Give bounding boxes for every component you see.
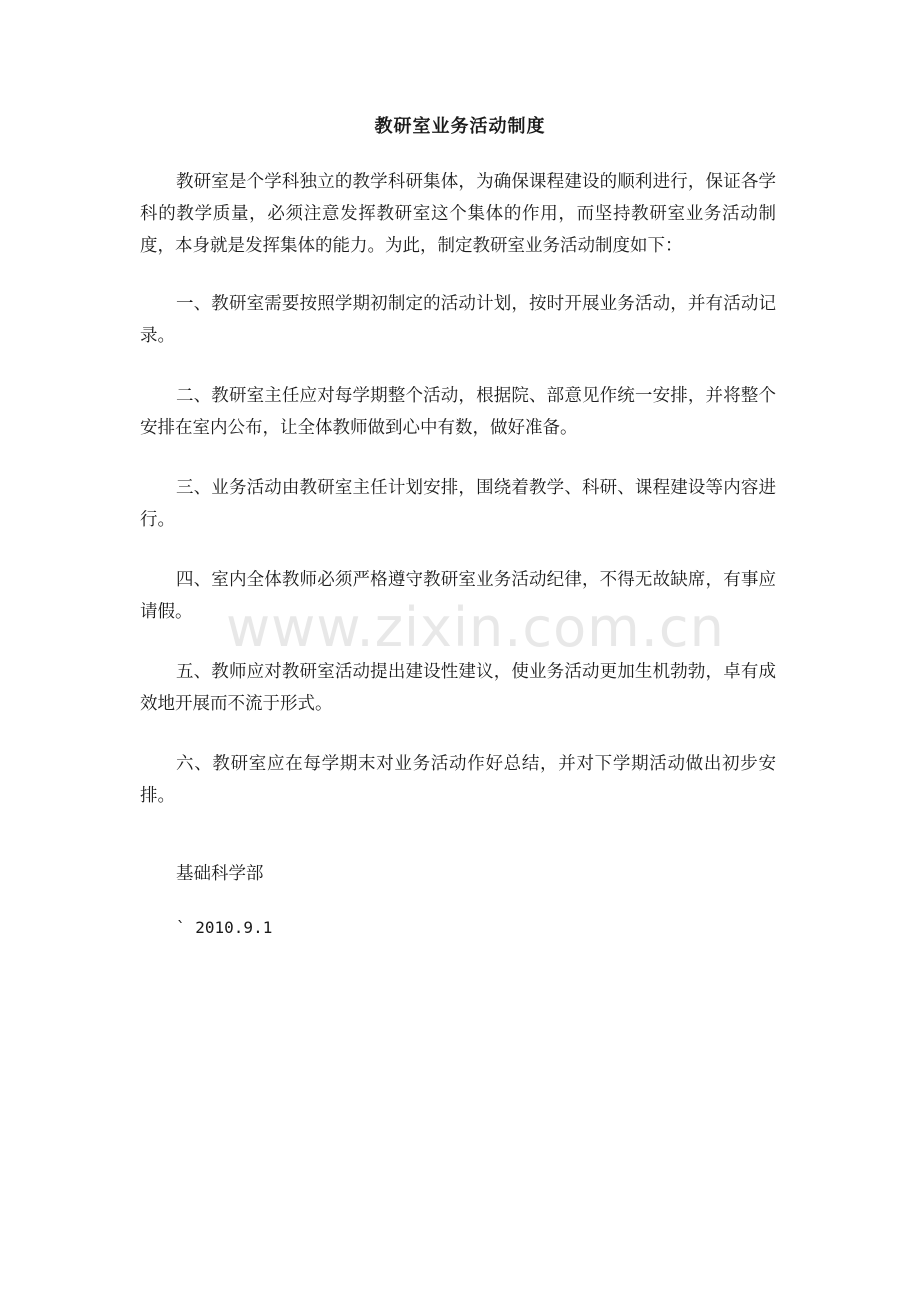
department-signature: 基础科学部 (176, 864, 264, 884)
rule-paragraph-4: 四、室内全体教师必须严格遵守教研室业务活动纪律，不得无故缺席，有事应请假。 (140, 570, 776, 622)
rule-paragraph-5: 五、教师应对教研室活动提出建设性建议，使业务活动更加生机勃勃，卓有成效地开展而不流于形式。 (140, 662, 776, 714)
document-body (140, 166, 776, 840)
document-date: ` 2010.9.1 (176, 918, 273, 937)
intro-paragraph: 教研室是个学科独立的教学科研集体，为确保课程建设的顺利进行，保证各学科的教学质量，必须注意发挥教研室这个集体的作用，而坚持教研室业务活动制度，本身就是发挥集体的能力。为此，制定教研室业务活动制度如下： (140, 172, 776, 256)
watermark: www.zixin.com.cn (226, 596, 725, 659)
rule-paragraph-3: 三、业务活动由教研室主任计划安排，围绕着教学、科研、课程建设等内容进行。 (140, 478, 776, 530)
rule-paragraph-1: 一、教研室需要按照学期初制定的活动计划，按时开展业务活动，并有活动记录。 (140, 294, 776, 346)
document-title: 教研室业务活动制度 (374, 116, 546, 137)
rule-paragraph-2: 二、教研室主任应对每学期整个活动，根据院、部意见作统一安排，并将整个安排在室内公布，让全体教师做到心中有数，做好准备。 (140, 386, 776, 438)
rule-paragraph-6: 六、教研室应在每学期末对业务活动作好总结，并对下学期活动做出初步安排。 (140, 754, 776, 806)
